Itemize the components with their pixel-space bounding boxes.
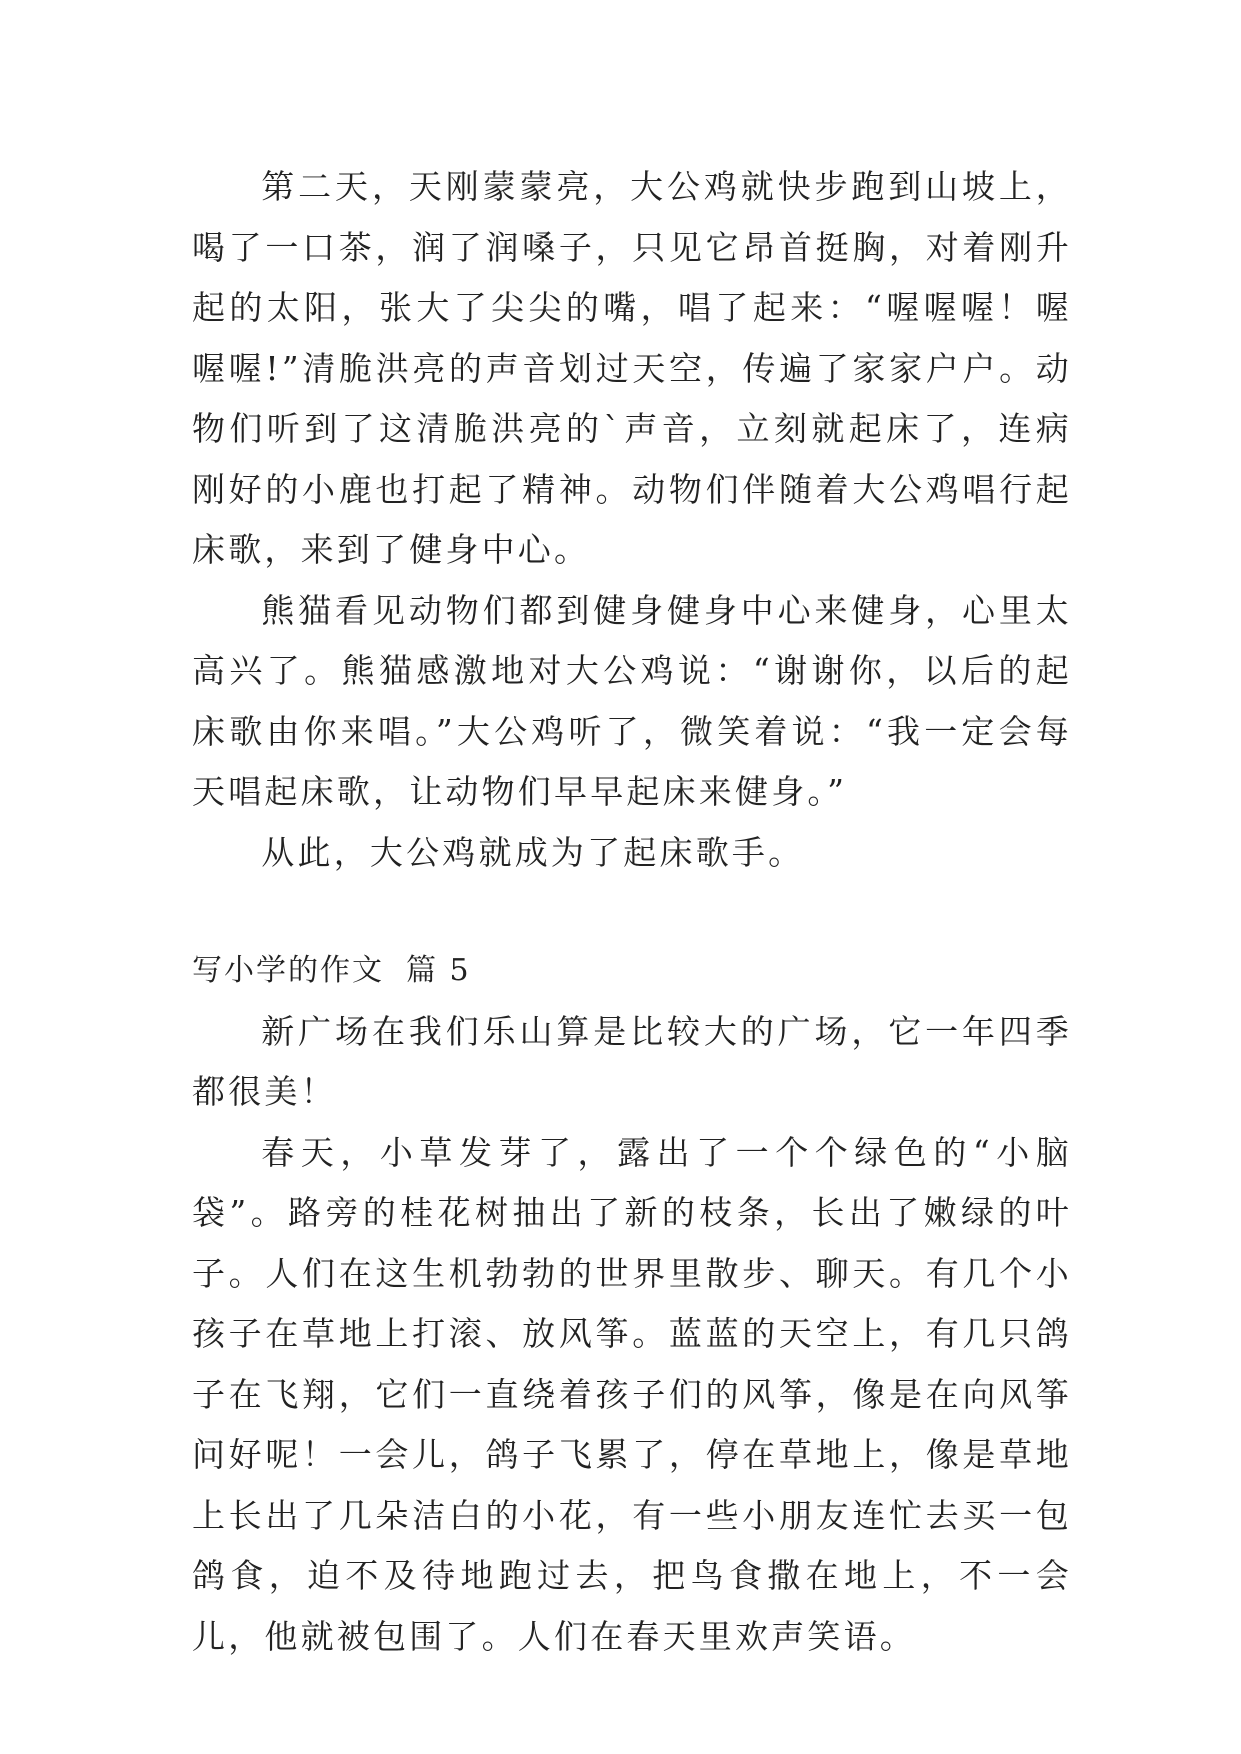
document-body (192, 157, 1072, 1667)
paragraph: 新广场在我们乐山算是比较大的广场，它一年四季都很美！ (192, 1011, 1072, 1111)
paragraph: 第二天，天刚蒙蒙亮，大公鸡就快步跑到山坡上，喝了一口茶，润了润嗓子，只见它昂首挺胸，对着刚升起的太阳，张大了尖尖的嘴，唱了起来：“喔喔喔！喔喔喔!”清脆洪亮的声音划过天空，传遍了家家户户。动物们听到了这清脆洪亮的`声音，立刻就起床了，连病刚好的小鹿也打起了精神。动物们伴随着大公鸡唱行起床歌，来到了健身中心。 (192, 167, 1072, 569)
paragraph: 春天，小草发芽了，露出了一个个绿色的“小脑袋”。路旁的桂花树抽出了新的枝条，长出了嫩绿的叶子。人们在这生机勃勃的世界里散步、聊天。有几个小孩子在草地上打滚、放风筝。蓝蓝的天空上，有几只鸽子在飞翔，它们一直绕着孩子们的风筝，像是在向风筝问好呢！一会儿，鸽子飞累了，停在草地上，像是草地上长出了几朵洁白的小花，有一些小朋友连忙去买一包鸽食，迫不及待地跑过去，把鸟食撒在地上，不一会儿，他就被包围了。人们在春天里欢声笑语。 (192, 1132, 1072, 1656)
article-section-number: 篇 5 (406, 953, 471, 988)
paragraph: 从此，大公鸡就成为了起床歌手。 (261, 832, 805, 872)
article-title-text: 写小学的作文 (192, 953, 384, 988)
article-title (192, 941, 1072, 1002)
paragraph: 熊猫看见动物们都到健身健身中心来健身，心里太高兴了。熊猫感激地对大公鸡说：“谢谢你，以后的起床歌由你来唱。”大公鸡听了，微笑着说：“我一定会每天唱起床歌，让动物们早早起床来健身。” (192, 590, 1072, 811)
